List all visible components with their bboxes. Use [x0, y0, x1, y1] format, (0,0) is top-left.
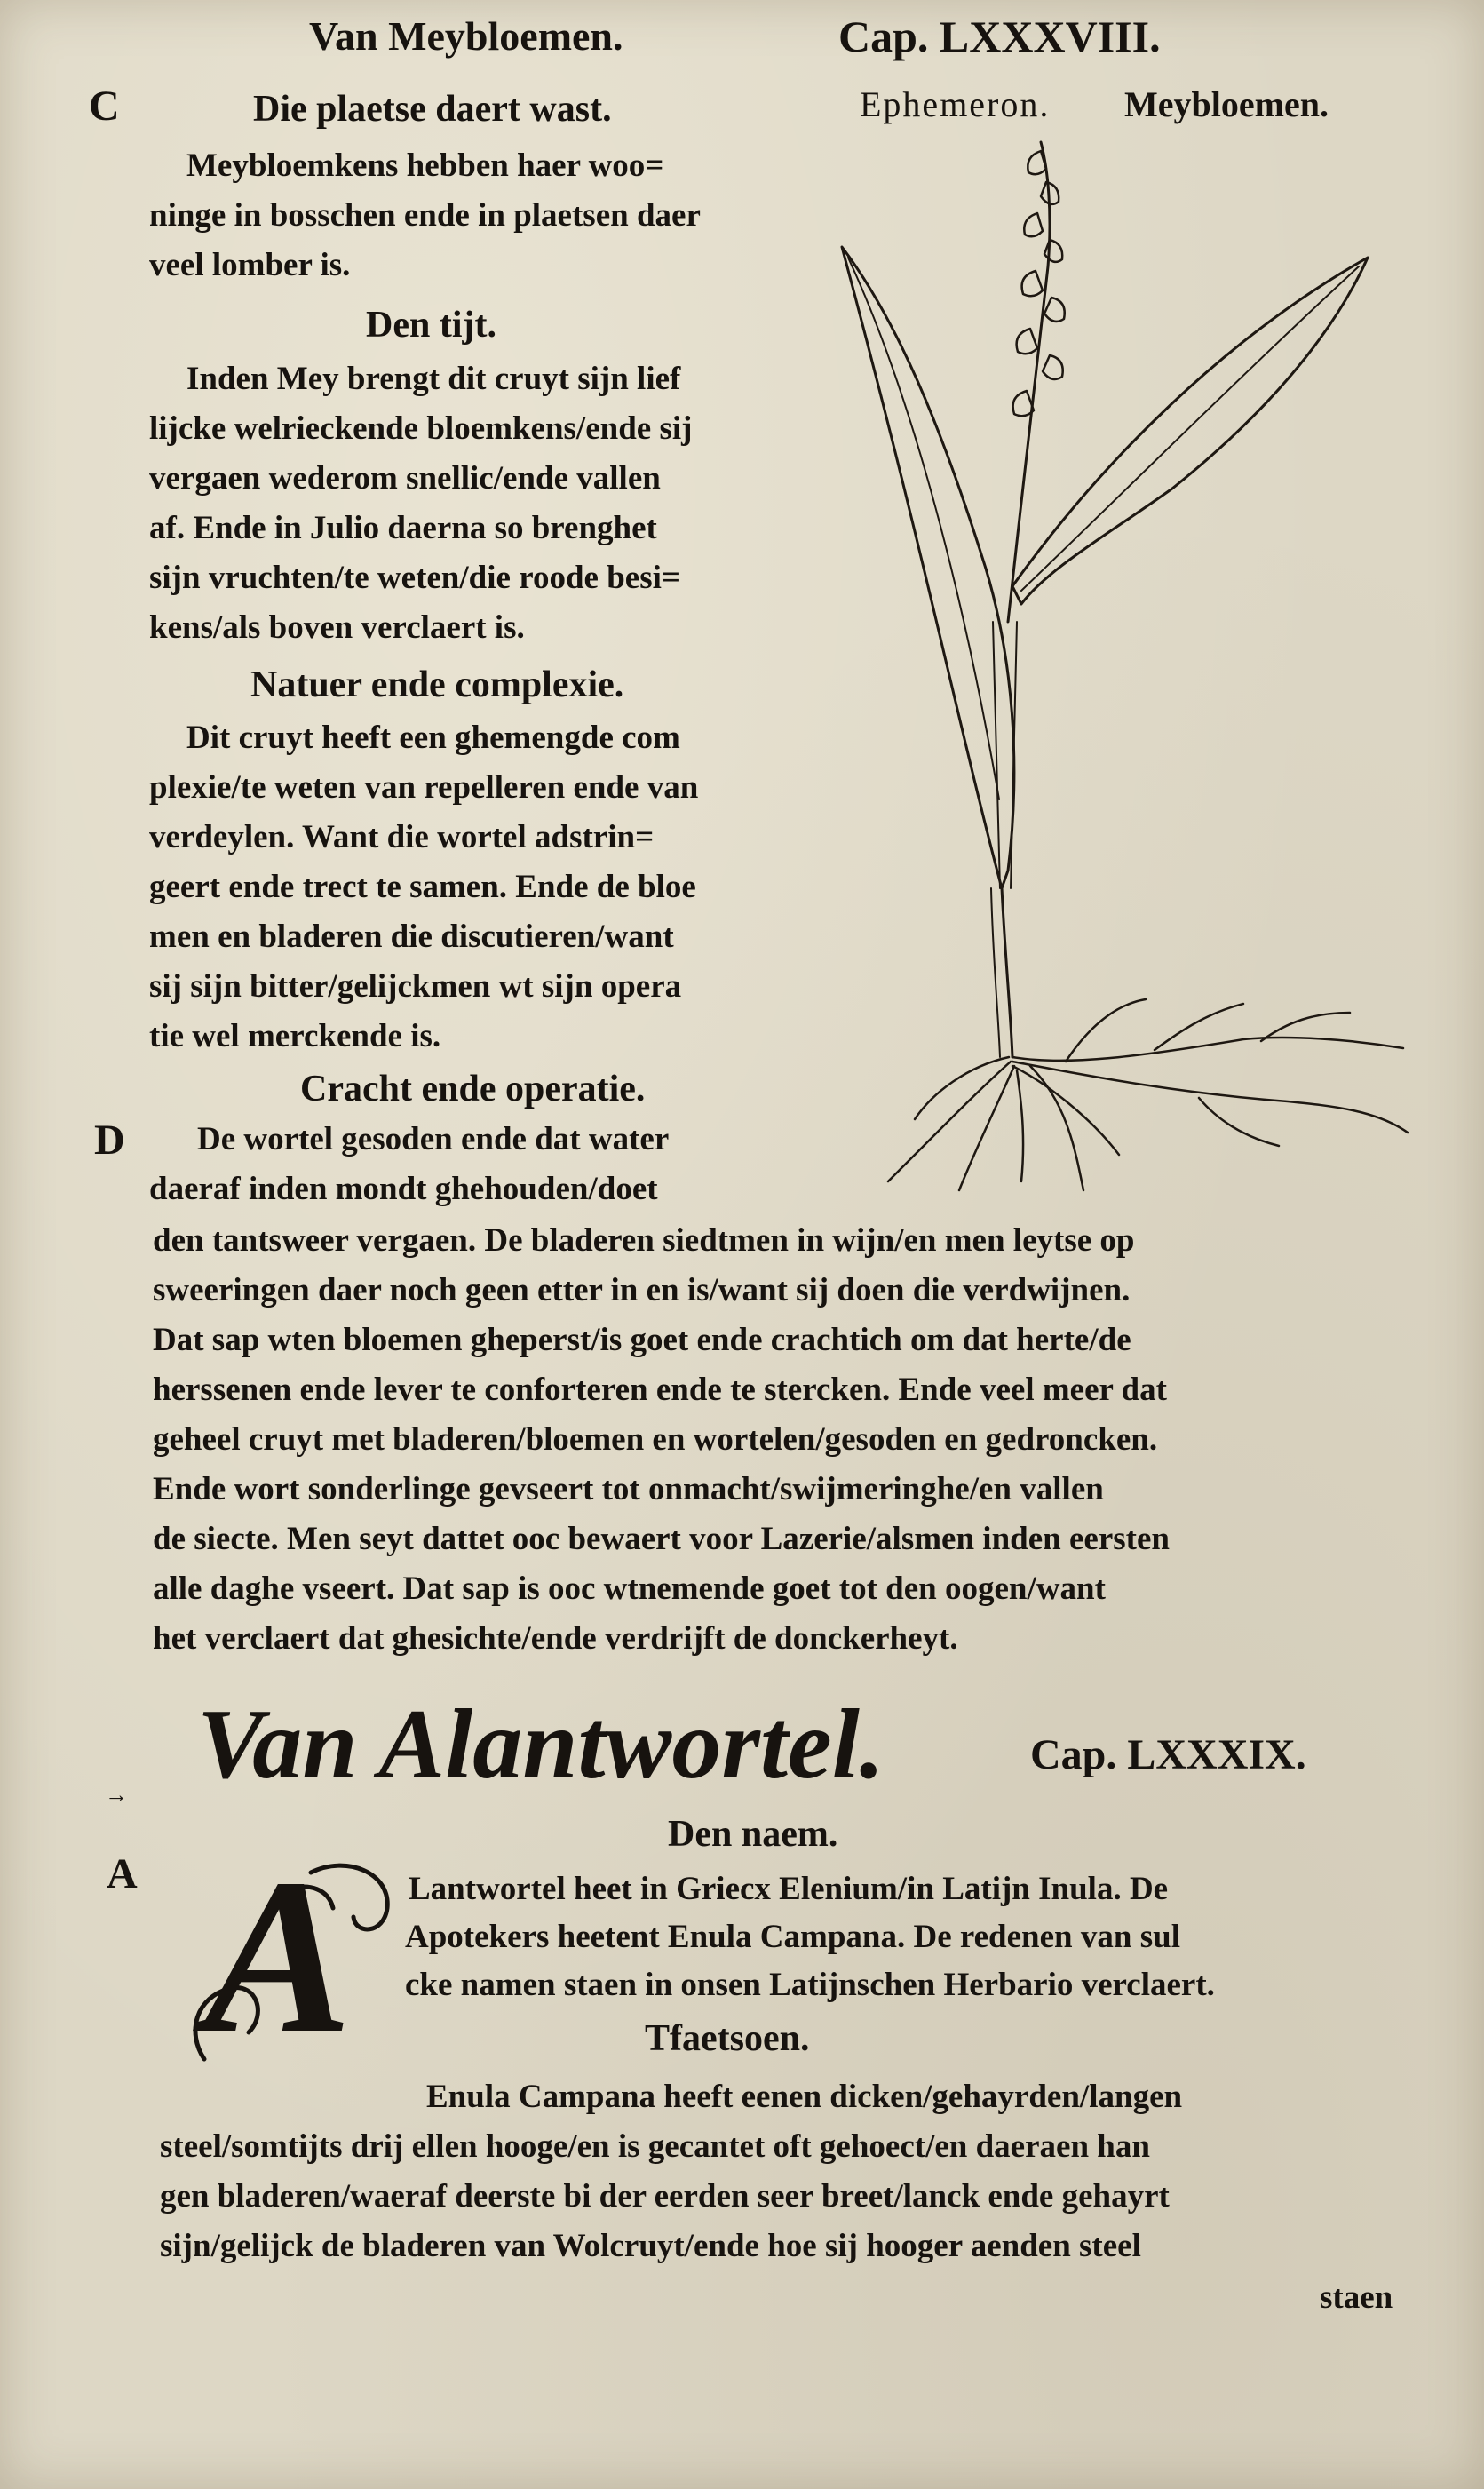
heading-nature: Natuer ende complexie. [250, 664, 624, 705]
heading-time: Den tijt. [366, 305, 496, 346]
initial-letter: A [204, 1833, 353, 2079]
text-line: alle daghe vseert. Dat sap is ooc wtnemende goet tot den oogen/want [153, 1571, 1106, 1607]
heading-form: Tfaetsoen. [645, 2018, 810, 2059]
text-line: sij sijn bitter/gelijckmen wt sijn opera [149, 968, 682, 1005]
text-line: veel lomber is. [149, 247, 351, 283]
margin-letter-a: A [107, 1850, 138, 1897]
text-line: Meybloemkens hebben haer woo= [186, 147, 664, 184]
text-line: Ende wort sonderlinge gevseert tot onmacht/swijmeringhe/en vallen [153, 1471, 1104, 1507]
text-line: den tantsweer vergaen. De bladeren siedtmen in wijn/en men leytse op [153, 1222, 1135, 1259]
text-line: Enula Campana heeft eenen dicken/gehayrden/langen [426, 2079, 1183, 2115]
text-line: Apotekers heetent Enula Campana. De redenen van sul [405, 1919, 1180, 1955]
text-line: De wortel gesoden ende dat water [197, 1121, 670, 1157]
text-line: tie wel merckende is. [149, 1018, 441, 1054]
text-line: gen bladeren/waeraf deerste bi der eerden seer breet/lanck ende gehayrt [160, 2178, 1170, 2215]
text-line: cke namen staen in onsen Latijnschen Herbario verclaert. [405, 1967, 1215, 2003]
text-line: ninge in bosschen ende in plaetsen daer [149, 197, 701, 234]
text-line: Inden Mey brengt dit cruyt sijn lief [186, 361, 681, 397]
text-line: steel/somtijts drij ellen hooge/en is gecantet oft gehoect/en daeraen han [160, 2128, 1150, 2165]
chapter-title: Van Alantwortel. [197, 1690, 885, 1800]
leaf-left [842, 247, 1014, 888]
decorated-initial [178, 1833, 400, 2079]
text-line: geert ende trect te samen. Ende de bloe [149, 869, 696, 905]
flower-stalk [1008, 142, 1050, 622]
roots [888, 999, 1408, 1190]
heading-power: Cracht ende operatie. [300, 1069, 646, 1109]
figure-caption-latin: Ephemeron. [860, 84, 1051, 124]
heading-name: Den naem. [668, 1814, 838, 1855]
chapter-number-next: Cap. LXXXIX. [1030, 1731, 1306, 1778]
heading-place: Die plaetse daert wast. [253, 89, 612, 130]
page-arrow-mark: → [105, 1782, 128, 1808]
text-line: daeraf inden mondt ghehouden/doet [149, 1171, 658, 1207]
text-line: plexie/te weten van repelleren ende van [149, 769, 699, 806]
text-line: verdeylen. Want die wortel adstrin= [149, 819, 655, 855]
text-line: het verclaert dat ghesichte/ende verdrijft de donckerheyt. [153, 1620, 958, 1657]
text-line: Dat sap wten bloemen gheperst/is goet ende crachtich om dat herte/de [153, 1322, 1131, 1358]
text-line: geheel cruyt met bladeren/bloemen en wortelen/gesoden en gedroncken. [153, 1421, 1158, 1458]
stem [1002, 888, 1012, 1057]
text-line: sijn vruchten/te weten/die roode besi= [149, 560, 680, 596]
margin-letter-d: D [94, 1117, 125, 1164]
text-line: lijcke welrieckende bloemkens/ende sij [149, 410, 693, 447]
text-line: kens/als boven verclaert is. [149, 609, 525, 646]
text-line: Lantwortel heet in Griecx Elenium/in Latijn Inula. De [409, 1871, 1169, 1907]
text-line: men en bladeren die discutieren/want [149, 918, 674, 955]
text-line: sweeringen daer noch geen etter in en is/want sij doen die verdwijnen. [153, 1272, 1131, 1308]
leaf-right [1012, 258, 1368, 604]
text-line: vergaen wederom snellic/ende vallen [149, 460, 661, 497]
text-line: Dit cruyt heeft een ghemengde com [186, 720, 680, 756]
flower-bells [1013, 151, 1065, 416]
text-line: af. Ende in Julio daerna so brenghet [149, 510, 657, 546]
text-line: de siecte. Men seyt dattet ooc bewaert voor Lazerie/alsmen inden eersten [153, 1521, 1170, 1557]
text-line: herssenen ende lever te conforteren ende te stercken. Ende veel meer dat [153, 1372, 1167, 1408]
running-title: Van Meybloemen. [309, 13, 623, 59]
text-line: sijn/gelijck de bladeren van Wolcruyt/ende hoe sij hooger aenden steel [160, 2228, 1141, 2264]
chapter-number: Cap. LXXXVIII. [838, 12, 1161, 61]
margin-letter-c: C [89, 83, 120, 130]
catchword: staen [1320, 2279, 1393, 2316]
figure-caption-dutch: Meybloemen. [1124, 84, 1329, 124]
